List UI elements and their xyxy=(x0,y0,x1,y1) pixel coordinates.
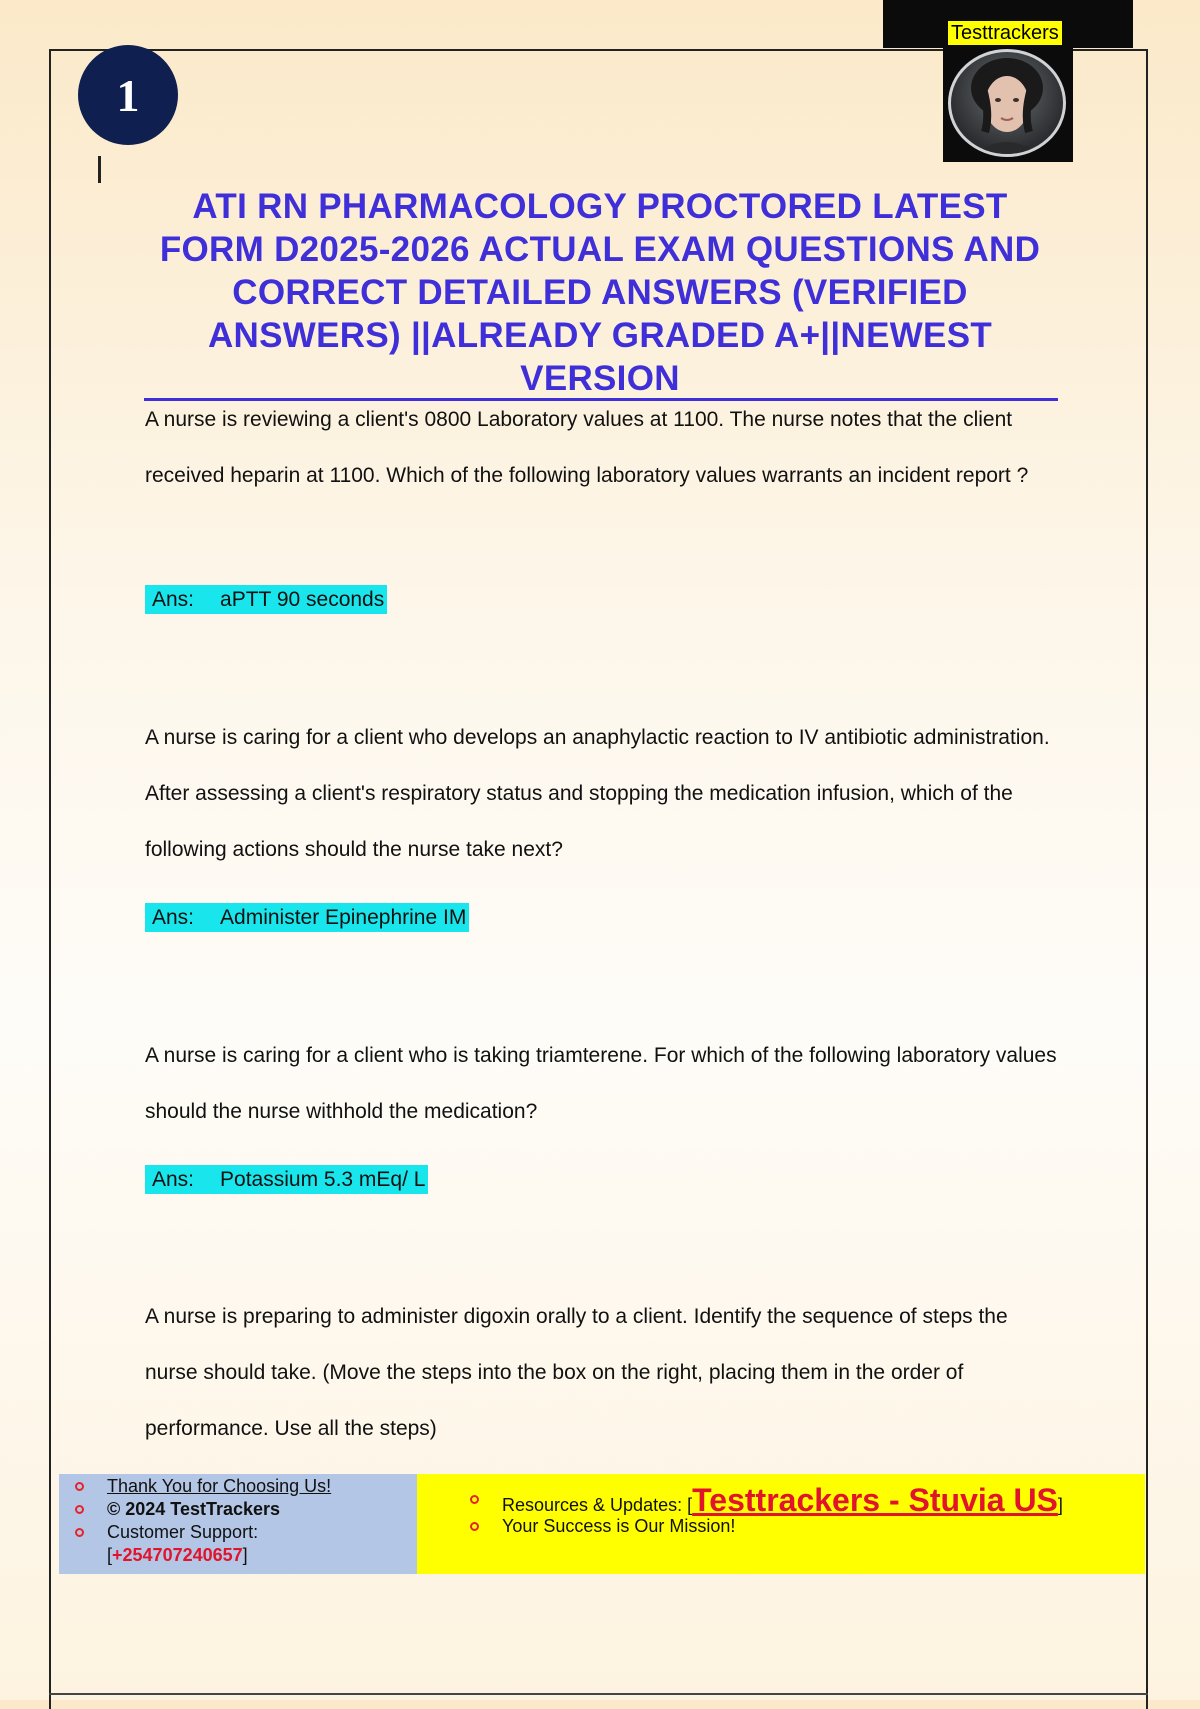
avatar-photo xyxy=(948,49,1066,157)
answer-text: aPTT 90 seconds xyxy=(220,588,385,611)
answer-1 xyxy=(145,585,387,614)
answer-text: Potassium 5.3 mEq/ L xyxy=(220,1168,426,1191)
brand-label: Testtrackers xyxy=(948,21,1062,45)
bullet-icon xyxy=(75,1505,84,1514)
copyright xyxy=(107,1499,280,1520)
stuvia-link[interactable]: Testtrackers - Stuvia US xyxy=(692,1482,1058,1518)
answer-label: Ans: xyxy=(152,588,195,611)
bottom-edge xyxy=(49,1693,1148,1695)
author-avatar xyxy=(943,47,1073,162)
portrait-image xyxy=(951,52,1063,154)
bullet-icon xyxy=(470,1522,479,1531)
document-title: ATI RN PHARMACOLOGY PROCTORED LATEST FORM D2025-2026 ACTUAL EXAM QUESTIONS AND CORRECT DETAILED ANSWERS (VERIFIED ANSWERS) ||ALREADY GRADED A+||NEWEST VERSION xyxy=(159,187,1041,398)
question-3-text: A nurse is caring for a client who is taking triamterene. For which of the following laboratory values should the nurse withhold the medication? xyxy=(145,1044,1057,1123)
mission-row xyxy=(502,1516,735,1537)
thanks-text: Thank You for Choosing Us! xyxy=(107,1476,332,1496)
footer-contact-panel xyxy=(59,1474,417,1574)
page-number-badge: 1 xyxy=(78,45,178,145)
support-phone[interactable]: [+254707240657] xyxy=(107,1545,248,1565)
question-2-text: A nurse is caring for a client who develops an anaphylactic reaction to IV antibiotic administration. After assessing a client's respiratory status and stopping the medication infusion, which of the following actions should the nurse take next? xyxy=(145,726,1050,861)
resources-row: Resources & Updates: [Testtrackers - Stuvia US] xyxy=(502,1482,1063,1519)
bullet-icon xyxy=(75,1482,84,1491)
resources-label: Resources & Updates: xyxy=(502,1495,683,1515)
answer-label: Ans: xyxy=(152,906,195,929)
bullet-icon xyxy=(470,1495,479,1504)
question-1-text: A nurse is reviewing a client's 0800 Laboratory values at 1100. The nurse notes that the client received heparin at 1100. Which of the following laboratory values warrants an incident report ? xyxy=(145,408,1029,487)
answer-3 xyxy=(145,1165,428,1194)
support-label-text: Customer Support: xyxy=(107,1522,259,1542)
footer-resources-panel xyxy=(417,1474,1145,1574)
text-cursor xyxy=(98,156,101,183)
thanks-link[interactable] xyxy=(107,1476,331,1497)
phone-number[interactable]: +254707240657 xyxy=(112,1545,243,1565)
support-label xyxy=(107,1522,258,1543)
answer-2 xyxy=(145,903,469,932)
answer-text: Administer Epinephrine IM xyxy=(220,906,467,929)
mission-text: Your Success is Our Mission! xyxy=(502,1516,736,1536)
bullet-icon xyxy=(75,1528,84,1537)
copyright-text: © 2024 TestTrackers xyxy=(107,1499,281,1519)
answer-label: Ans: xyxy=(152,1168,195,1191)
question-4-text: A nurse is preparing to administer digoxin orally to a client. Identify the sequence of steps the nurse should take. (Move the steps into the box on the right, placing them in the order of performance. Use all the steps) xyxy=(145,1305,1008,1440)
